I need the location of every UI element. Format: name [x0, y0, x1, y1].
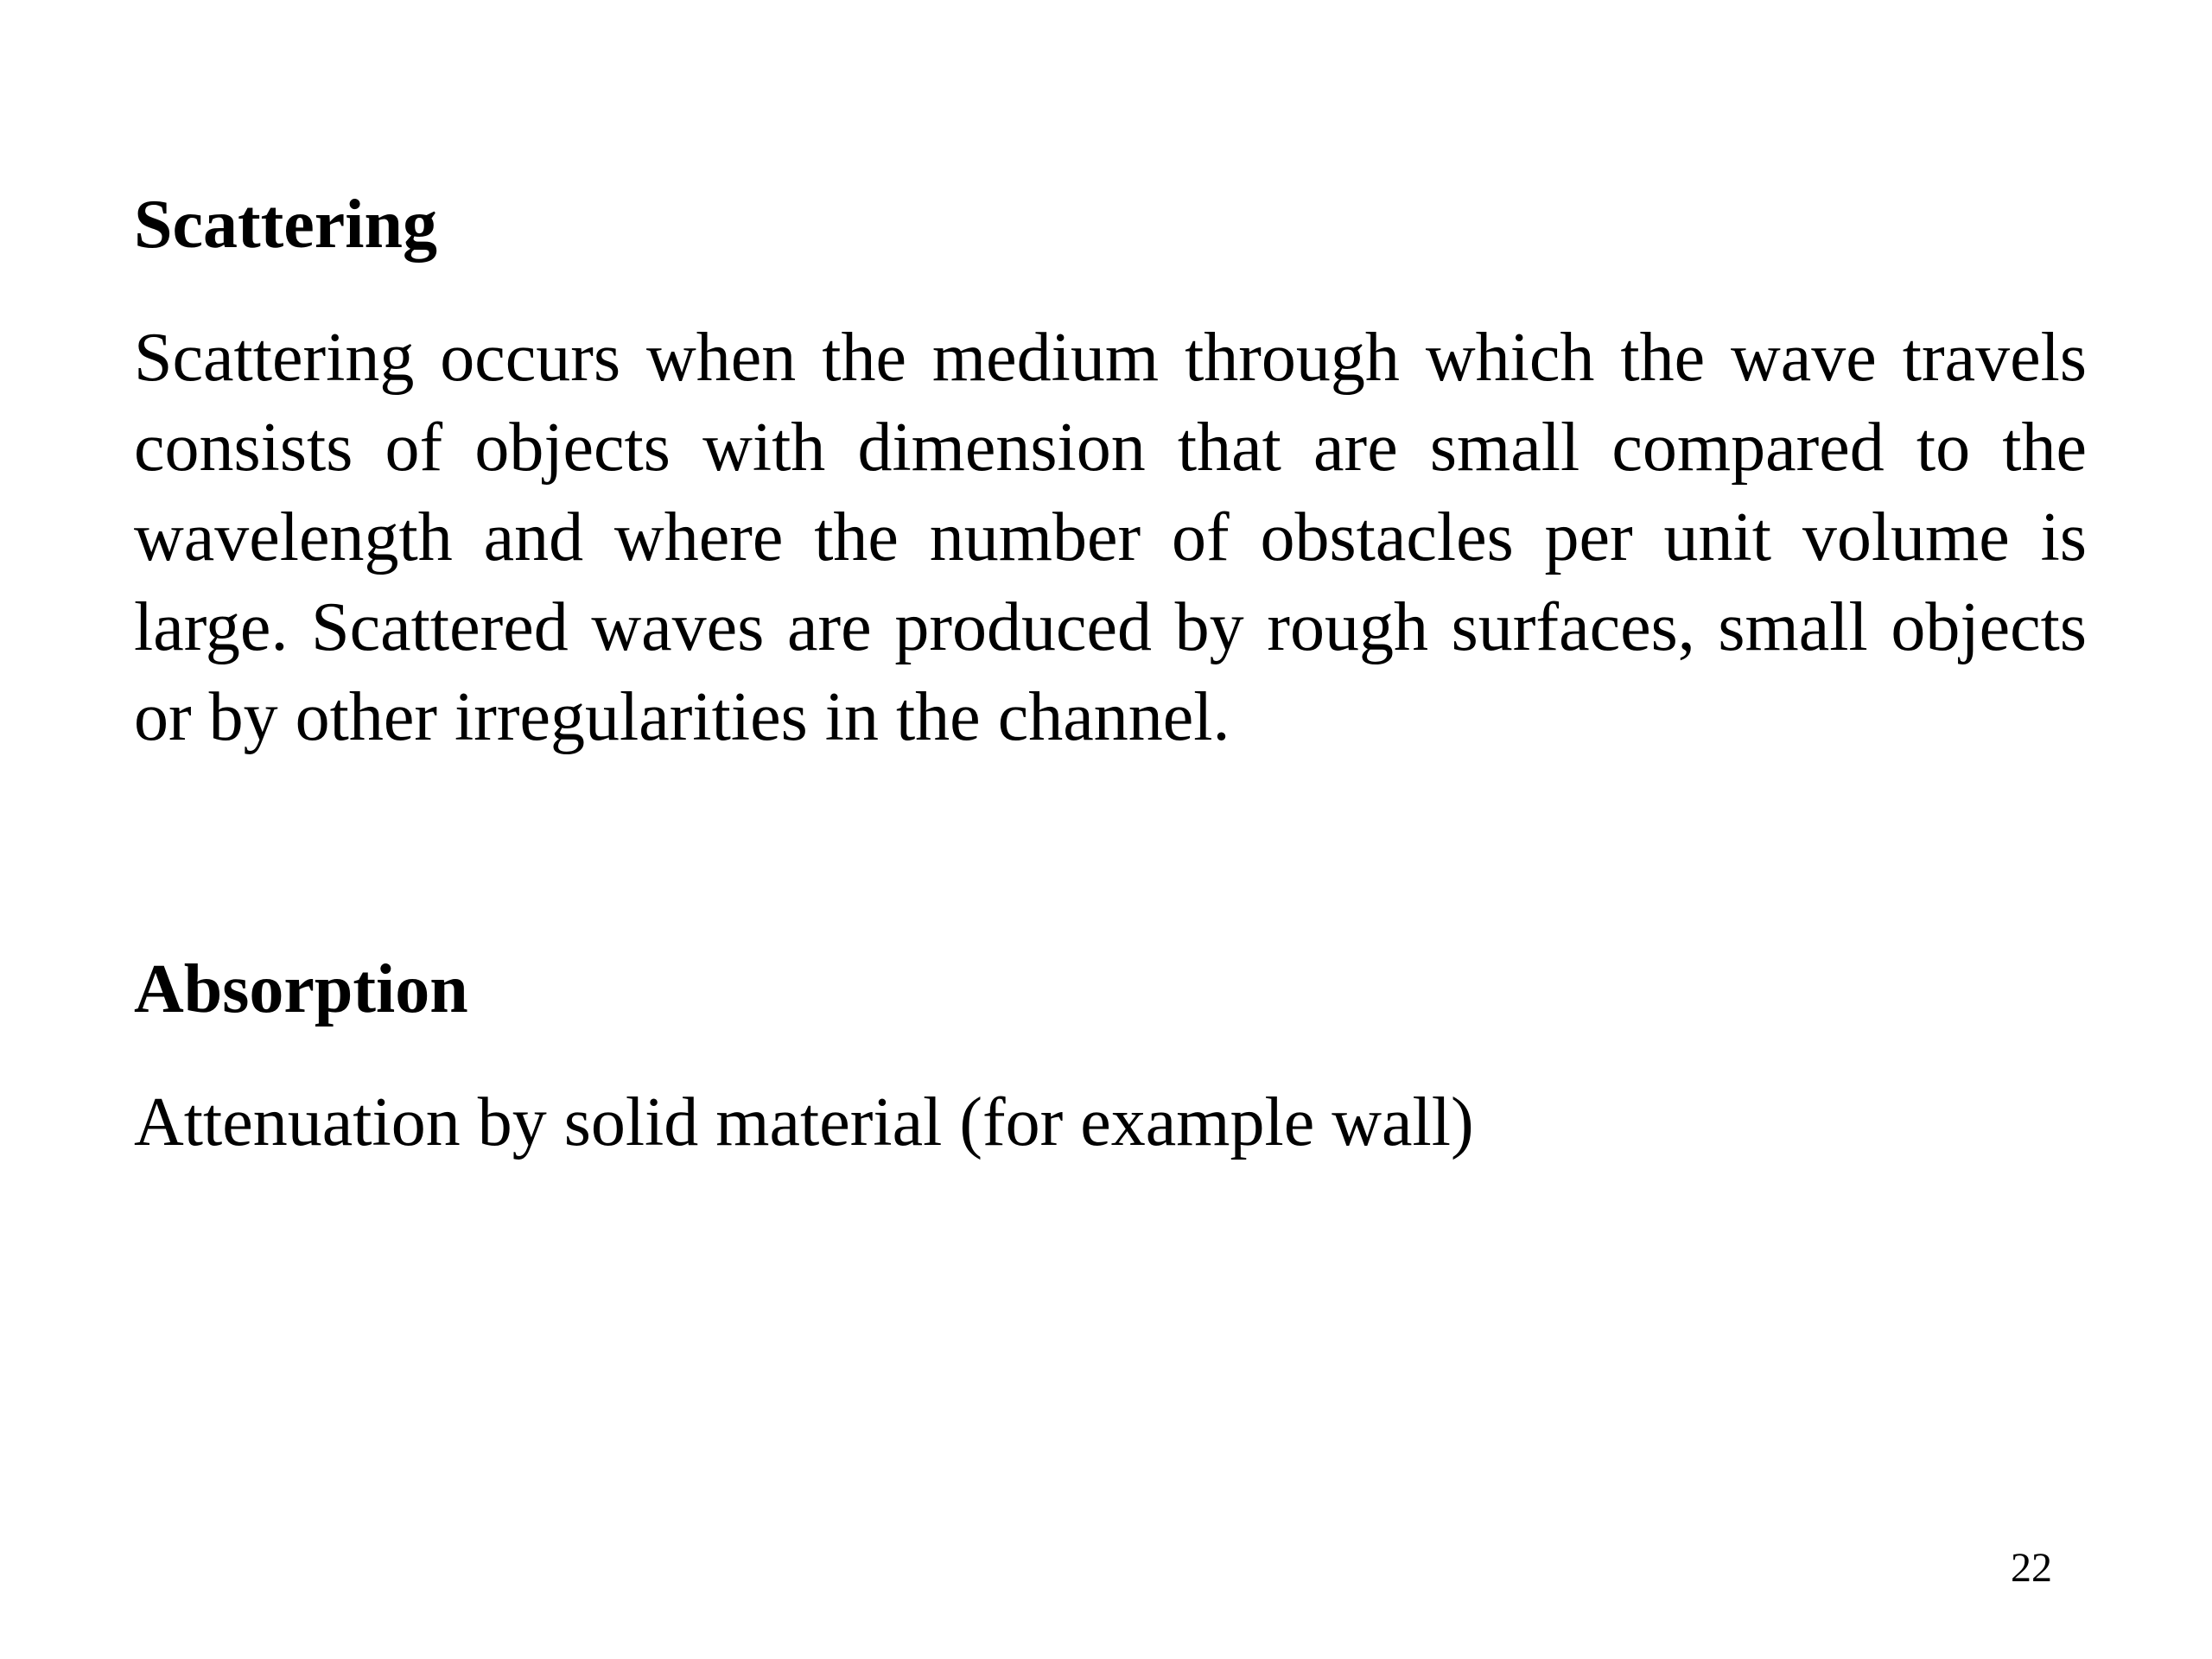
scattering-paragraph: Scattering occurs when the medium through which the wave travels consists of objects with dimension that are small compared to the wavelength and where the number of obstacles per unit volume is large. Scattered waves are produced by rough surfaces, small objects or by other irregularities in the channel.: [134, 320, 2087, 755]
scattering-heading: Scattering: [134, 187, 438, 263]
absorption-heading: Absorption: [134, 951, 468, 1027]
absorption-paragraph: Attenuation by solid material (for example wall): [134, 1084, 1474, 1160]
scattering-section: [134, 181, 2087, 762]
page-number: 22: [2011, 1545, 2052, 1591]
absorption-section: [134, 946, 2087, 1167]
